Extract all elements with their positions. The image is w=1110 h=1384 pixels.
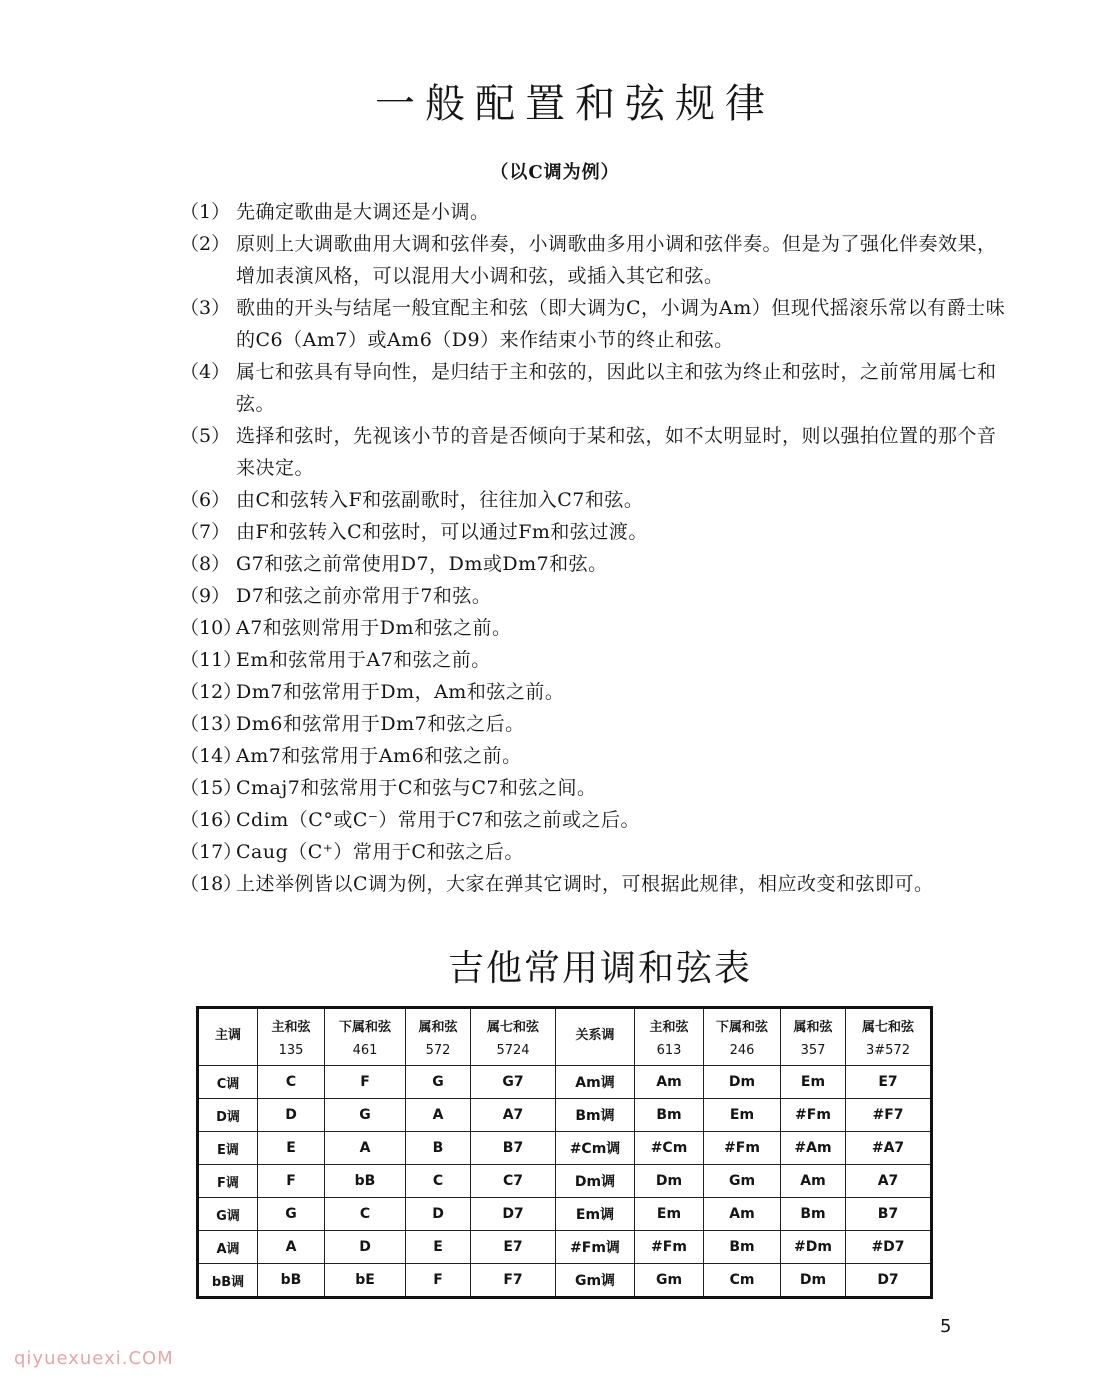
- column-header: [704, 1008, 781, 1066]
- chord-cell: #F7: [846, 1099, 932, 1132]
- rule-item: [180, 196, 1010, 228]
- chord-cell: B7: [846, 1198, 932, 1231]
- column-header-label: 属七和弦: [486, 1020, 539, 1035]
- column-header-label: 属七和弦: [861, 1020, 914, 1035]
- chord-cell: E7: [846, 1066, 932, 1099]
- column-header-label: 主和弦: [649, 1020, 689, 1035]
- column-header-label: 主和弦: [271, 1020, 311, 1035]
- chord-cell: F: [325, 1066, 406, 1099]
- chord-cell: bE: [325, 1264, 406, 1298]
- chord-cell: C7: [471, 1165, 556, 1198]
- rule-item: [180, 772, 1010, 804]
- rule-text: Cmaj7和弦常用于C和弦与C7和弦之间。: [236, 777, 597, 799]
- rule-item: [180, 580, 1010, 612]
- rule-number: （11）: [180, 649, 243, 671]
- key-cell: bB调: [198, 1264, 258, 1298]
- column-header: [846, 1008, 932, 1066]
- rule-text: G7和弦之前常使用D7，Dm或Dm7和弦。: [236, 553, 608, 575]
- rule-text: Dm7和弦常用于Dm，Am和弦之前。: [236, 681, 565, 703]
- column-header: [781, 1008, 846, 1066]
- key-cell: F调: [198, 1165, 258, 1198]
- chord-cell: Am: [635, 1066, 704, 1099]
- column-header-degrees: 461: [352, 1043, 378, 1058]
- rule-text: 上述举例皆以C调为例，大家在弹其它调时，可根据此规律，相应改变和弦即可。: [236, 873, 934, 895]
- rule-number: （18）: [180, 873, 243, 895]
- column-header-label: 关系调: [575, 1027, 615, 1043]
- chord-cell: D7: [471, 1198, 556, 1231]
- chord-cell: G: [258, 1198, 325, 1231]
- column-header: [556, 1008, 635, 1066]
- table-row: [198, 1066, 932, 1099]
- rule-number: （6）: [180, 489, 231, 511]
- watermark-logo: qiyuexuexi.COM: [14, 1348, 174, 1369]
- rule-item: [180, 548, 1010, 580]
- rule-text: A7和弦则常用于Dm和弦之前。: [236, 617, 512, 639]
- rule-item: [180, 836, 1010, 868]
- rule-item: [180, 804, 1010, 836]
- rule-item: [180, 644, 1010, 676]
- rule-number: （2）: [180, 233, 231, 255]
- table-header-row: [198, 1008, 932, 1066]
- chord-cell: A7: [846, 1165, 932, 1198]
- rule-number: （1）: [180, 201, 231, 223]
- rule-text: Dm6和弦常用于Dm7和弦之后。: [236, 713, 525, 735]
- page-subtitle: （以C调为例）: [490, 162, 620, 183]
- column-header-label: 下属和弦: [715, 1020, 768, 1035]
- rules-list: [180, 196, 1010, 900]
- rule-item: [180, 484, 1010, 516]
- chord-cell: A: [406, 1099, 471, 1132]
- column-header-label: 下属和弦: [338, 1020, 391, 1035]
- chord-cell: C: [258, 1066, 325, 1099]
- rule-item: [180, 676, 1010, 708]
- chord-cell: A: [325, 1132, 406, 1165]
- chord-cell: Em: [704, 1099, 781, 1132]
- rule-number: （13）: [180, 713, 243, 735]
- column-header: [471, 1008, 556, 1066]
- chord-cell: F: [258, 1165, 325, 1198]
- chord-cell: #A7: [846, 1132, 932, 1165]
- rule-number: （3）: [180, 297, 231, 319]
- rule-item: [180, 356, 1010, 420]
- rule-item: [180, 516, 1010, 548]
- chord-cell: G: [406, 1066, 471, 1099]
- rule-text: 选择和弦时，先视该小节的音是否倾向于某和弦，如不太明显时，则以强拍位置的那个音来决定。: [236, 425, 997, 479]
- table-body: [198, 1066, 932, 1298]
- chord-cell: Bm: [704, 1231, 781, 1264]
- rule-text: Em和弦常用于A7和弦之前。: [236, 649, 491, 671]
- column-header-degrees: 3#572: [866, 1043, 910, 1058]
- chord-cell: Dm: [781, 1264, 846, 1298]
- rule-number: （7）: [180, 521, 231, 543]
- chord-cell: D: [258, 1099, 325, 1132]
- chord-cell: bB: [325, 1165, 406, 1198]
- chord-cell: Dm: [704, 1066, 781, 1099]
- rule-text: D7和弦之前亦常用于7和弦。: [236, 585, 492, 607]
- chord-cell: E7: [471, 1231, 556, 1264]
- chord-cell: #Dm: [781, 1231, 846, 1264]
- relative-key-cell: Dm调: [556, 1165, 635, 1198]
- rule-text: 属七和弦具有导向性，是归结于主和弦的，因此以主和弦为终止和弦时，之前常用属七和弦。: [236, 361, 997, 415]
- chord-cell: F7: [471, 1264, 556, 1298]
- chord-table: [196, 1006, 933, 1299]
- rule-text: Caug（C⁺）常用于C和弦之后。: [236, 841, 524, 863]
- table-row: [198, 1099, 932, 1132]
- chord-cell: #Fm: [704, 1132, 781, 1165]
- page-number: 5: [940, 1316, 952, 1337]
- chord-cell: A: [258, 1231, 325, 1264]
- key-cell: C调: [198, 1066, 258, 1099]
- key-cell: E调: [198, 1132, 258, 1165]
- rule-text: 先确定歌曲是大调还是小调。: [236, 201, 490, 223]
- rule-number: （10）: [180, 617, 243, 639]
- column-header: [198, 1008, 258, 1066]
- rule-item: [180, 868, 1010, 900]
- chord-cell: B7: [471, 1132, 556, 1165]
- chord-cell: #Fm: [635, 1231, 704, 1264]
- rule-number: （16）: [180, 809, 243, 831]
- rule-number: （5）: [180, 425, 231, 447]
- column-header: [635, 1008, 704, 1066]
- chord-cell: C: [325, 1198, 406, 1231]
- rule-item: [180, 612, 1010, 644]
- rule-number: （4）: [180, 361, 231, 383]
- chord-cell: E: [258, 1132, 325, 1165]
- rule-text: 由F和弦转入C和弦时，可以通过Fm和弦过渡。: [236, 521, 648, 543]
- rule-number: （17）: [180, 841, 243, 863]
- chord-cell: D: [406, 1198, 471, 1231]
- chord-cell: Cm: [704, 1264, 781, 1298]
- table-row: [198, 1132, 932, 1165]
- chord-cell: Bm: [781, 1198, 846, 1231]
- chord-cell: #D7: [846, 1231, 932, 1264]
- chord-cell: Em: [635, 1198, 704, 1231]
- column-header-degrees: 135: [278, 1043, 304, 1058]
- relative-key-cell: Em调: [556, 1198, 635, 1231]
- chord-cell: Gm: [635, 1264, 704, 1298]
- table-row: [198, 1165, 932, 1198]
- relative-key-cell: #Fm调: [556, 1231, 635, 1264]
- key-cell: A调: [198, 1231, 258, 1264]
- chord-cell: Am: [781, 1165, 846, 1198]
- chord-cell: Am: [704, 1198, 781, 1231]
- rule-text: 歌曲的开头与结尾一般宜配主和弦（即大调为C，小调为Am）但现代摇滚乐常以有爵士味的C6（Am7）或Am6（D9）来作结束小节的终止和弦。: [236, 297, 1006, 351]
- column-header-label: 主调: [214, 1027, 241, 1043]
- chord-cell: Em: [781, 1066, 846, 1099]
- rule-item: [180, 740, 1010, 772]
- column-header-degrees: 572: [425, 1043, 451, 1058]
- page-title: 一般配置和弦规律: [375, 81, 775, 127]
- chord-cell: #Am: [781, 1132, 846, 1165]
- rule-item: [180, 420, 1010, 484]
- table-row: [198, 1231, 932, 1264]
- chord-cell: D: [325, 1231, 406, 1264]
- chord-cell: D7: [846, 1264, 932, 1298]
- chord-cell: E: [406, 1231, 471, 1264]
- table-row: [198, 1264, 932, 1298]
- relative-key-cell: Gm调: [556, 1264, 635, 1298]
- relative-key-cell: Am调: [556, 1066, 635, 1099]
- rule-number: （12）: [180, 681, 243, 703]
- column-header: [325, 1008, 406, 1066]
- column-header: [258, 1008, 325, 1066]
- rule-item: [180, 292, 1010, 356]
- chord-cell: Bm: [635, 1099, 704, 1132]
- chord-cell: C: [406, 1165, 471, 1198]
- rule-number: （14）: [180, 745, 243, 767]
- chord-cell: bB: [258, 1264, 325, 1298]
- rule-number: （8）: [180, 553, 231, 575]
- rule-number: （15）: [180, 777, 243, 799]
- column-header-degrees: 357: [800, 1043, 826, 1058]
- chord-cell: #Fm: [781, 1099, 846, 1132]
- column-header-label: 属和弦: [793, 1020, 833, 1035]
- relative-key-cell: #Cm调: [556, 1132, 635, 1165]
- chord-cell: B: [406, 1132, 471, 1165]
- chord-cell: G7: [471, 1066, 556, 1099]
- column-header: [406, 1008, 471, 1066]
- relative-key-cell: Bm调: [556, 1099, 635, 1132]
- rule-text: Am7和弦常用于Am6和弦之前。: [236, 745, 522, 767]
- table-row: [198, 1198, 932, 1231]
- rule-item: [180, 228, 1010, 292]
- rule-text: Cdim（C°或C⁻）常用于C7和弦之前或之后。: [236, 809, 641, 831]
- rule-text: 由C和弦转入F和弦副歌时，往往加入C7和弦。: [236, 489, 644, 511]
- rule-number: （9）: [180, 585, 231, 607]
- column-header-degrees: 246: [729, 1043, 755, 1058]
- chord-cell: #Cm: [635, 1132, 704, 1165]
- column-header-label: 属和弦: [418, 1020, 458, 1035]
- rule-text: 原则上大调歌曲用大调和弦伴奏，小调歌曲多用小调和弦伴奏。但是为了强化伴奏效果，增加表演风格，可以混用大小调和弦，或插入其它和弦。: [236, 233, 997, 287]
- table-title: 吉他常用调和弦表: [447, 948, 752, 989]
- chord-cell: Dm: [635, 1165, 704, 1198]
- column-header-degrees: 613: [656, 1043, 682, 1058]
- key-cell: G调: [198, 1198, 258, 1231]
- chord-cell: Gm: [704, 1165, 781, 1198]
- chord-cell: F: [406, 1264, 471, 1298]
- rule-item: [180, 708, 1010, 740]
- column-header-degrees: 5724: [496, 1043, 530, 1058]
- chord-cell: G: [325, 1099, 406, 1132]
- chord-cell: A7: [471, 1099, 556, 1132]
- key-cell: D调: [198, 1099, 258, 1132]
